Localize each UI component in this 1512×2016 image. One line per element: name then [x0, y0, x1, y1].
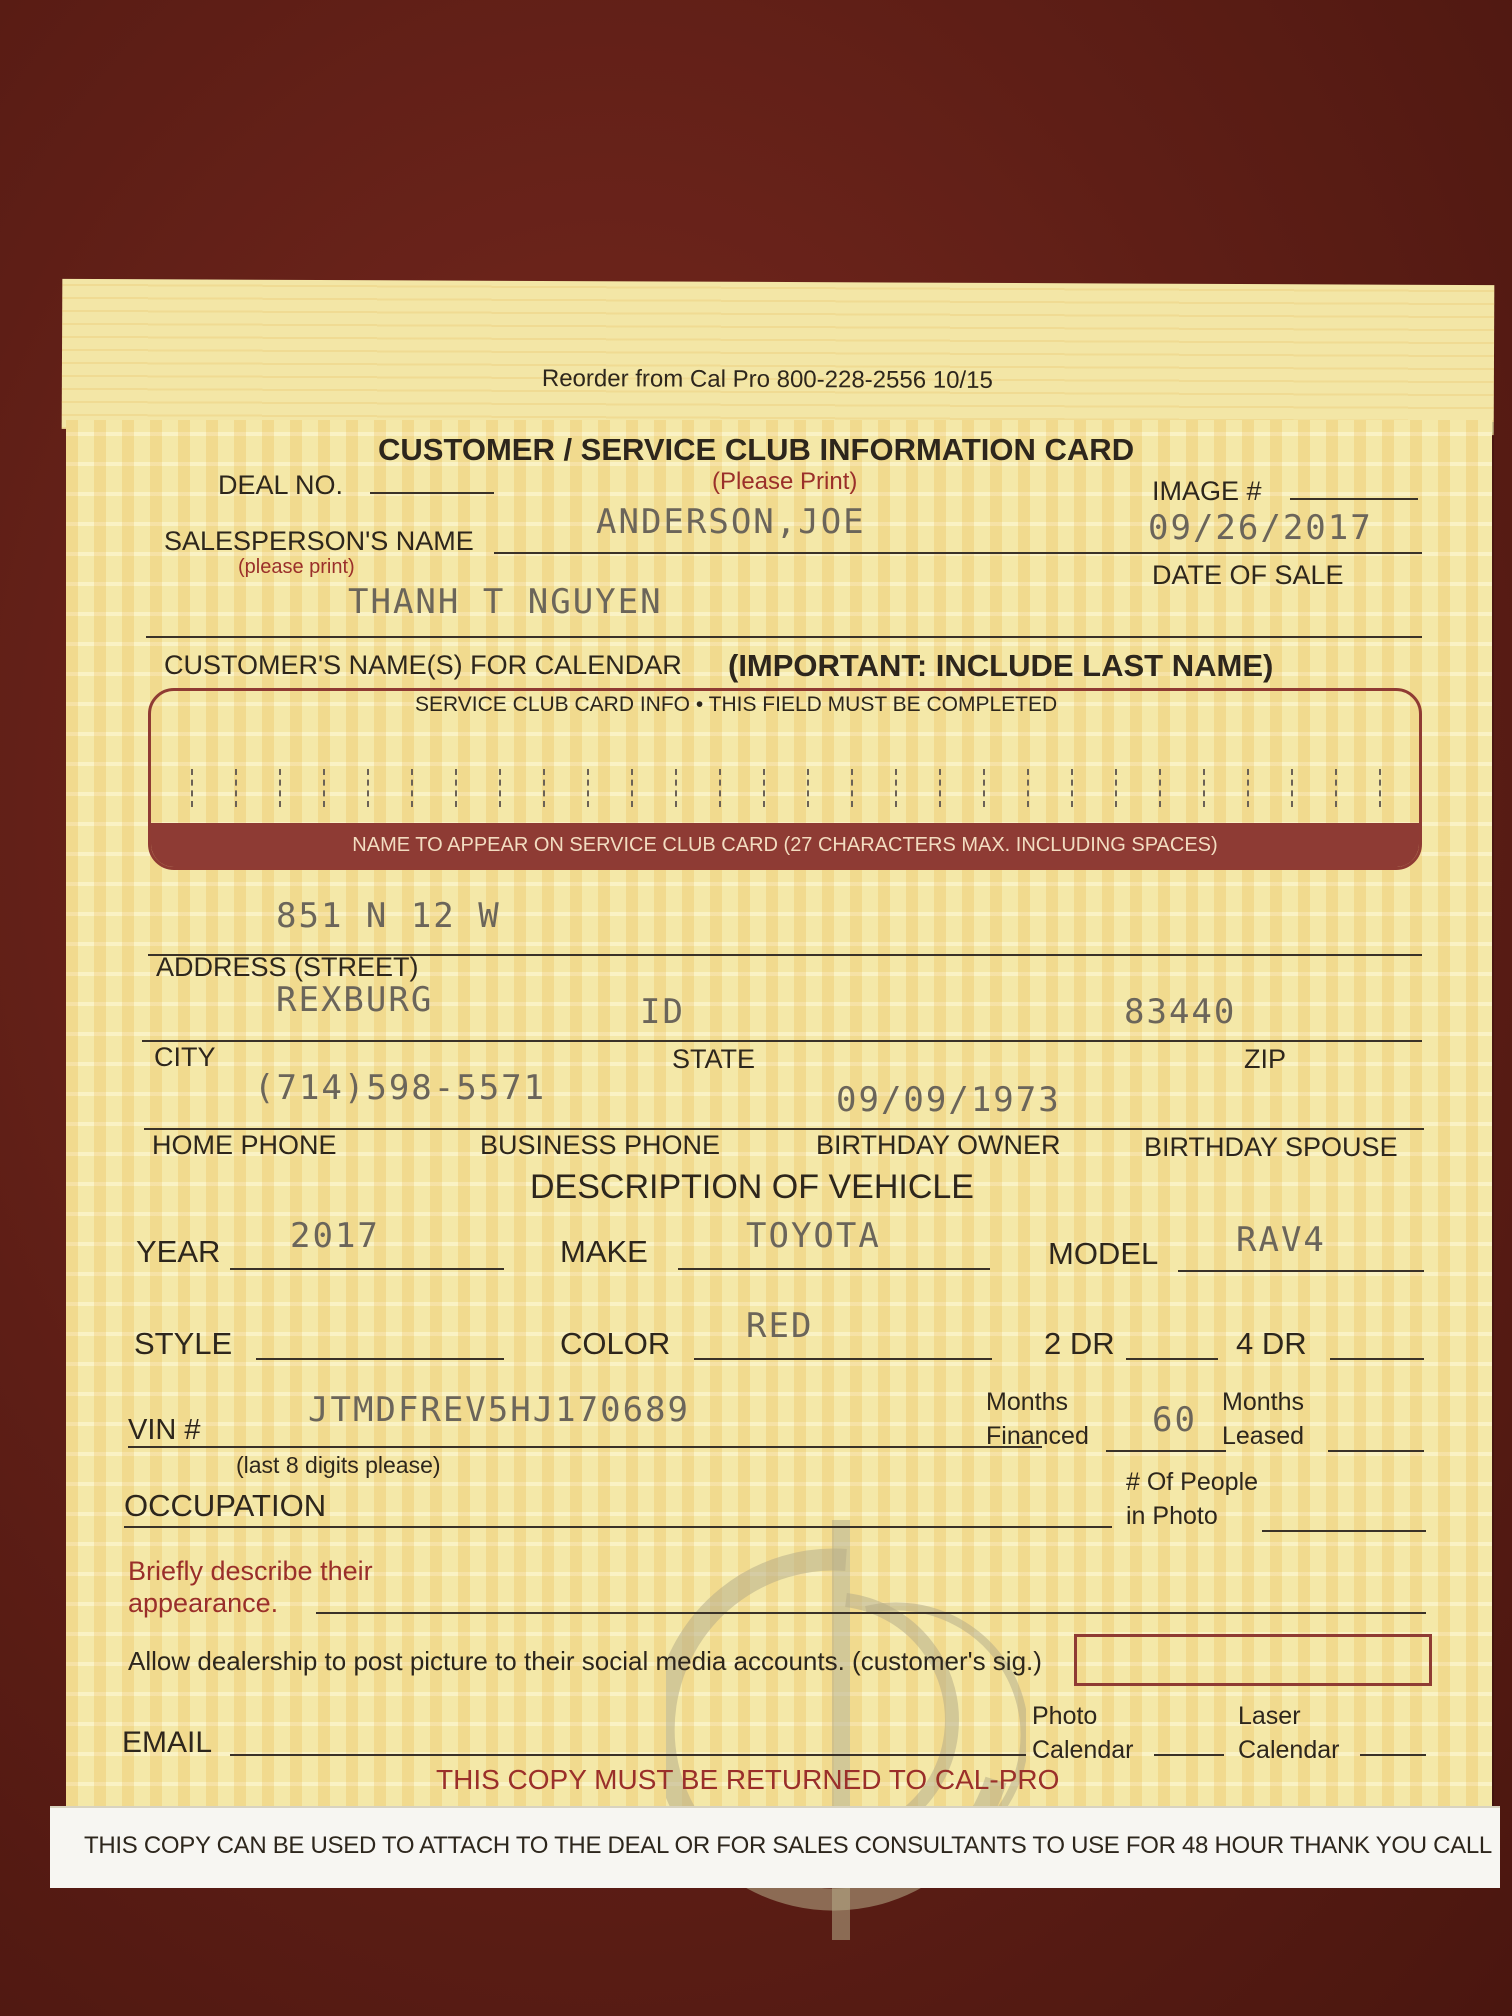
color-line[interactable]	[694, 1358, 992, 1360]
appearance-label-1: Briefly describe their	[128, 1556, 373, 1586]
image-label: IMAGE #	[1152, 476, 1262, 506]
date-of-sale-value: 09/26/2017	[1148, 508, 1373, 548]
please-print-note: (Please Print)	[712, 468, 858, 495]
state-value: ID	[640, 992, 685, 1032]
customer-names-label: CUSTOMER'S NAME(S) FOR CALENDAR	[164, 650, 682, 680]
make-value: TOYOTA	[746, 1216, 881, 1256]
laser-calendar-label-1: Laser	[1238, 1702, 1301, 1730]
months-leased-label-2: Leased	[1222, 1422, 1305, 1450]
appearance-line[interactable]	[316, 1612, 1426, 1614]
months-financed-label-1: Months	[986, 1388, 1068, 1416]
people-label-1: # Of People	[1126, 1468, 1259, 1496]
make-label: MAKE	[560, 1234, 648, 1269]
months-leased-label-1: Months	[1222, 1388, 1304, 1416]
city-value: REXBURG	[276, 980, 434, 1020]
important-label: (IMPORTANT: INCLUDE LAST NAME)	[728, 648, 1274, 683]
form-title: CUSTOMER / SERVICE CLUB INFORMATION CARD	[378, 432, 1135, 467]
occupation-label: OCCUPATION	[124, 1488, 327, 1523]
deal-no-label: DEAL NO.	[218, 470, 344, 500]
carbon-copy-strip	[50, 1806, 1500, 1888]
months-financed-line[interactable]	[1106, 1450, 1226, 1452]
two-door-label: 2 DR	[1044, 1326, 1115, 1361]
four-door-label: 4 DR	[1236, 1326, 1307, 1361]
social-media-label: Allow dealership to post picture to their social media accounts. (customer's sig.)	[128, 1646, 1042, 1676]
zip-label: ZIP	[1244, 1044, 1287, 1074]
reorder-text: Reorder from Cal Pro 800-228-2556 10/15	[541, 364, 993, 394]
vehicle-heading: DESCRIPTION OF VEHICLE	[530, 1168, 974, 1206]
service-club-box[interactable]	[148, 688, 1422, 870]
customer-name-line[interactable]	[146, 636, 1422, 638]
strip-text: THIS COPY CAN BE USED TO ATTACH TO THE DEAL OR FOR SALES CONSULTANTS TO USE FOR 48 HOUR THANK YOU CALL	[84, 1832, 1492, 1859]
date-of-sale-label: DATE OF SALE	[1152, 560, 1344, 590]
color-value: RED	[746, 1306, 814, 1346]
vin-line[interactable]	[128, 1446, 1042, 1448]
email-label: EMAIL	[122, 1726, 213, 1759]
deal-no-line[interactable]	[370, 492, 494, 494]
home-phone-value: (714)598-5571	[254, 1068, 547, 1108]
salesperson-line[interactable]	[494, 552, 1422, 554]
address-value: 851 N 12 W	[276, 896, 501, 936]
occupation-line[interactable]	[124, 1526, 1112, 1528]
vin-value: JTMDFREV5HJ170689	[308, 1390, 690, 1430]
zip-value: 83440	[1124, 992, 1237, 1032]
appearance-label-2: appearance.	[128, 1588, 279, 1618]
card-top-flap	[62, 279, 1495, 435]
two-door-line[interactable]	[1126, 1358, 1218, 1360]
please-print-small: (please print)	[238, 556, 355, 578]
four-door-line[interactable]	[1330, 1358, 1424, 1360]
salesperson-label: SALESPERSON'S NAME	[164, 526, 474, 556]
photo-calendar-label-1: Photo	[1032, 1702, 1098, 1730]
address-label: ADDRESS (STREET)	[156, 952, 419, 982]
vin-label: VIN #	[128, 1414, 201, 1446]
birthday-owner-label: BIRTHDAY OWNER	[816, 1130, 1061, 1160]
information-card	[66, 420, 1492, 1812]
birthday-owner-value: 09/09/1973	[836, 1080, 1061, 1120]
months-financed-value: 60	[1152, 1400, 1197, 1440]
image-line[interactable]	[1290, 498, 1418, 500]
laser-calendar-line[interactable]	[1360, 1754, 1426, 1756]
year-value: 2017	[290, 1216, 380, 1256]
service-club-band: NAME TO APPEAR ON SERVICE CLUB CARD (27 CHARACTERS MAX. INCLUDING SPACES)	[151, 823, 1419, 867]
style-label: STYLE	[134, 1326, 233, 1361]
vin-hint: (last 8 digits please)	[236, 1452, 441, 1478]
email-line[interactable]	[230, 1754, 1026, 1756]
style-line[interactable]	[256, 1358, 504, 1360]
city-line[interactable]	[142, 1040, 1422, 1042]
people-line[interactable]	[1262, 1530, 1426, 1532]
customer-name-value: THANH T NGUYEN	[348, 582, 663, 622]
months-financed-label-2: Financed	[986, 1422, 1089, 1450]
year-label: YEAR	[136, 1234, 221, 1269]
months-leased-line[interactable]	[1328, 1450, 1424, 1452]
model-value: RAV4	[1236, 1220, 1326, 1260]
laser-calendar-label-2: Calendar	[1238, 1736, 1340, 1764]
model-label: MODEL	[1048, 1236, 1159, 1271]
photo-calendar-line[interactable]	[1154, 1754, 1224, 1756]
return-notice: THIS COPY MUST BE RETURNED TO CAL-PRO	[436, 1764, 1060, 1795]
color-label: COLOR	[560, 1326, 671, 1361]
business-phone-label: BUSINESS PHONE	[480, 1130, 721, 1160]
service-club-info: SERVICE CLUB CARD INFO • THIS FIELD MUST BE COMPLETED	[415, 693, 1058, 716]
birthday-spouse-label: BIRTHDAY SPOUSE	[1144, 1132, 1398, 1162]
people-label-2: in Photo	[1126, 1502, 1218, 1530]
photo-calendar-label-2: Calendar	[1032, 1736, 1134, 1764]
model-line[interactable]	[1178, 1270, 1424, 1272]
state-label: STATE	[672, 1044, 756, 1074]
salesperson-value: ANDERSON,JOE	[596, 502, 866, 542]
home-phone-label: HOME PHONE	[152, 1130, 337, 1160]
city-label: CITY	[154, 1042, 216, 1072]
make-line[interactable]	[678, 1268, 990, 1270]
signature-box[interactable]	[1074, 1634, 1432, 1686]
year-line[interactable]	[230, 1268, 504, 1270]
character-ticks	[191, 769, 1381, 807]
